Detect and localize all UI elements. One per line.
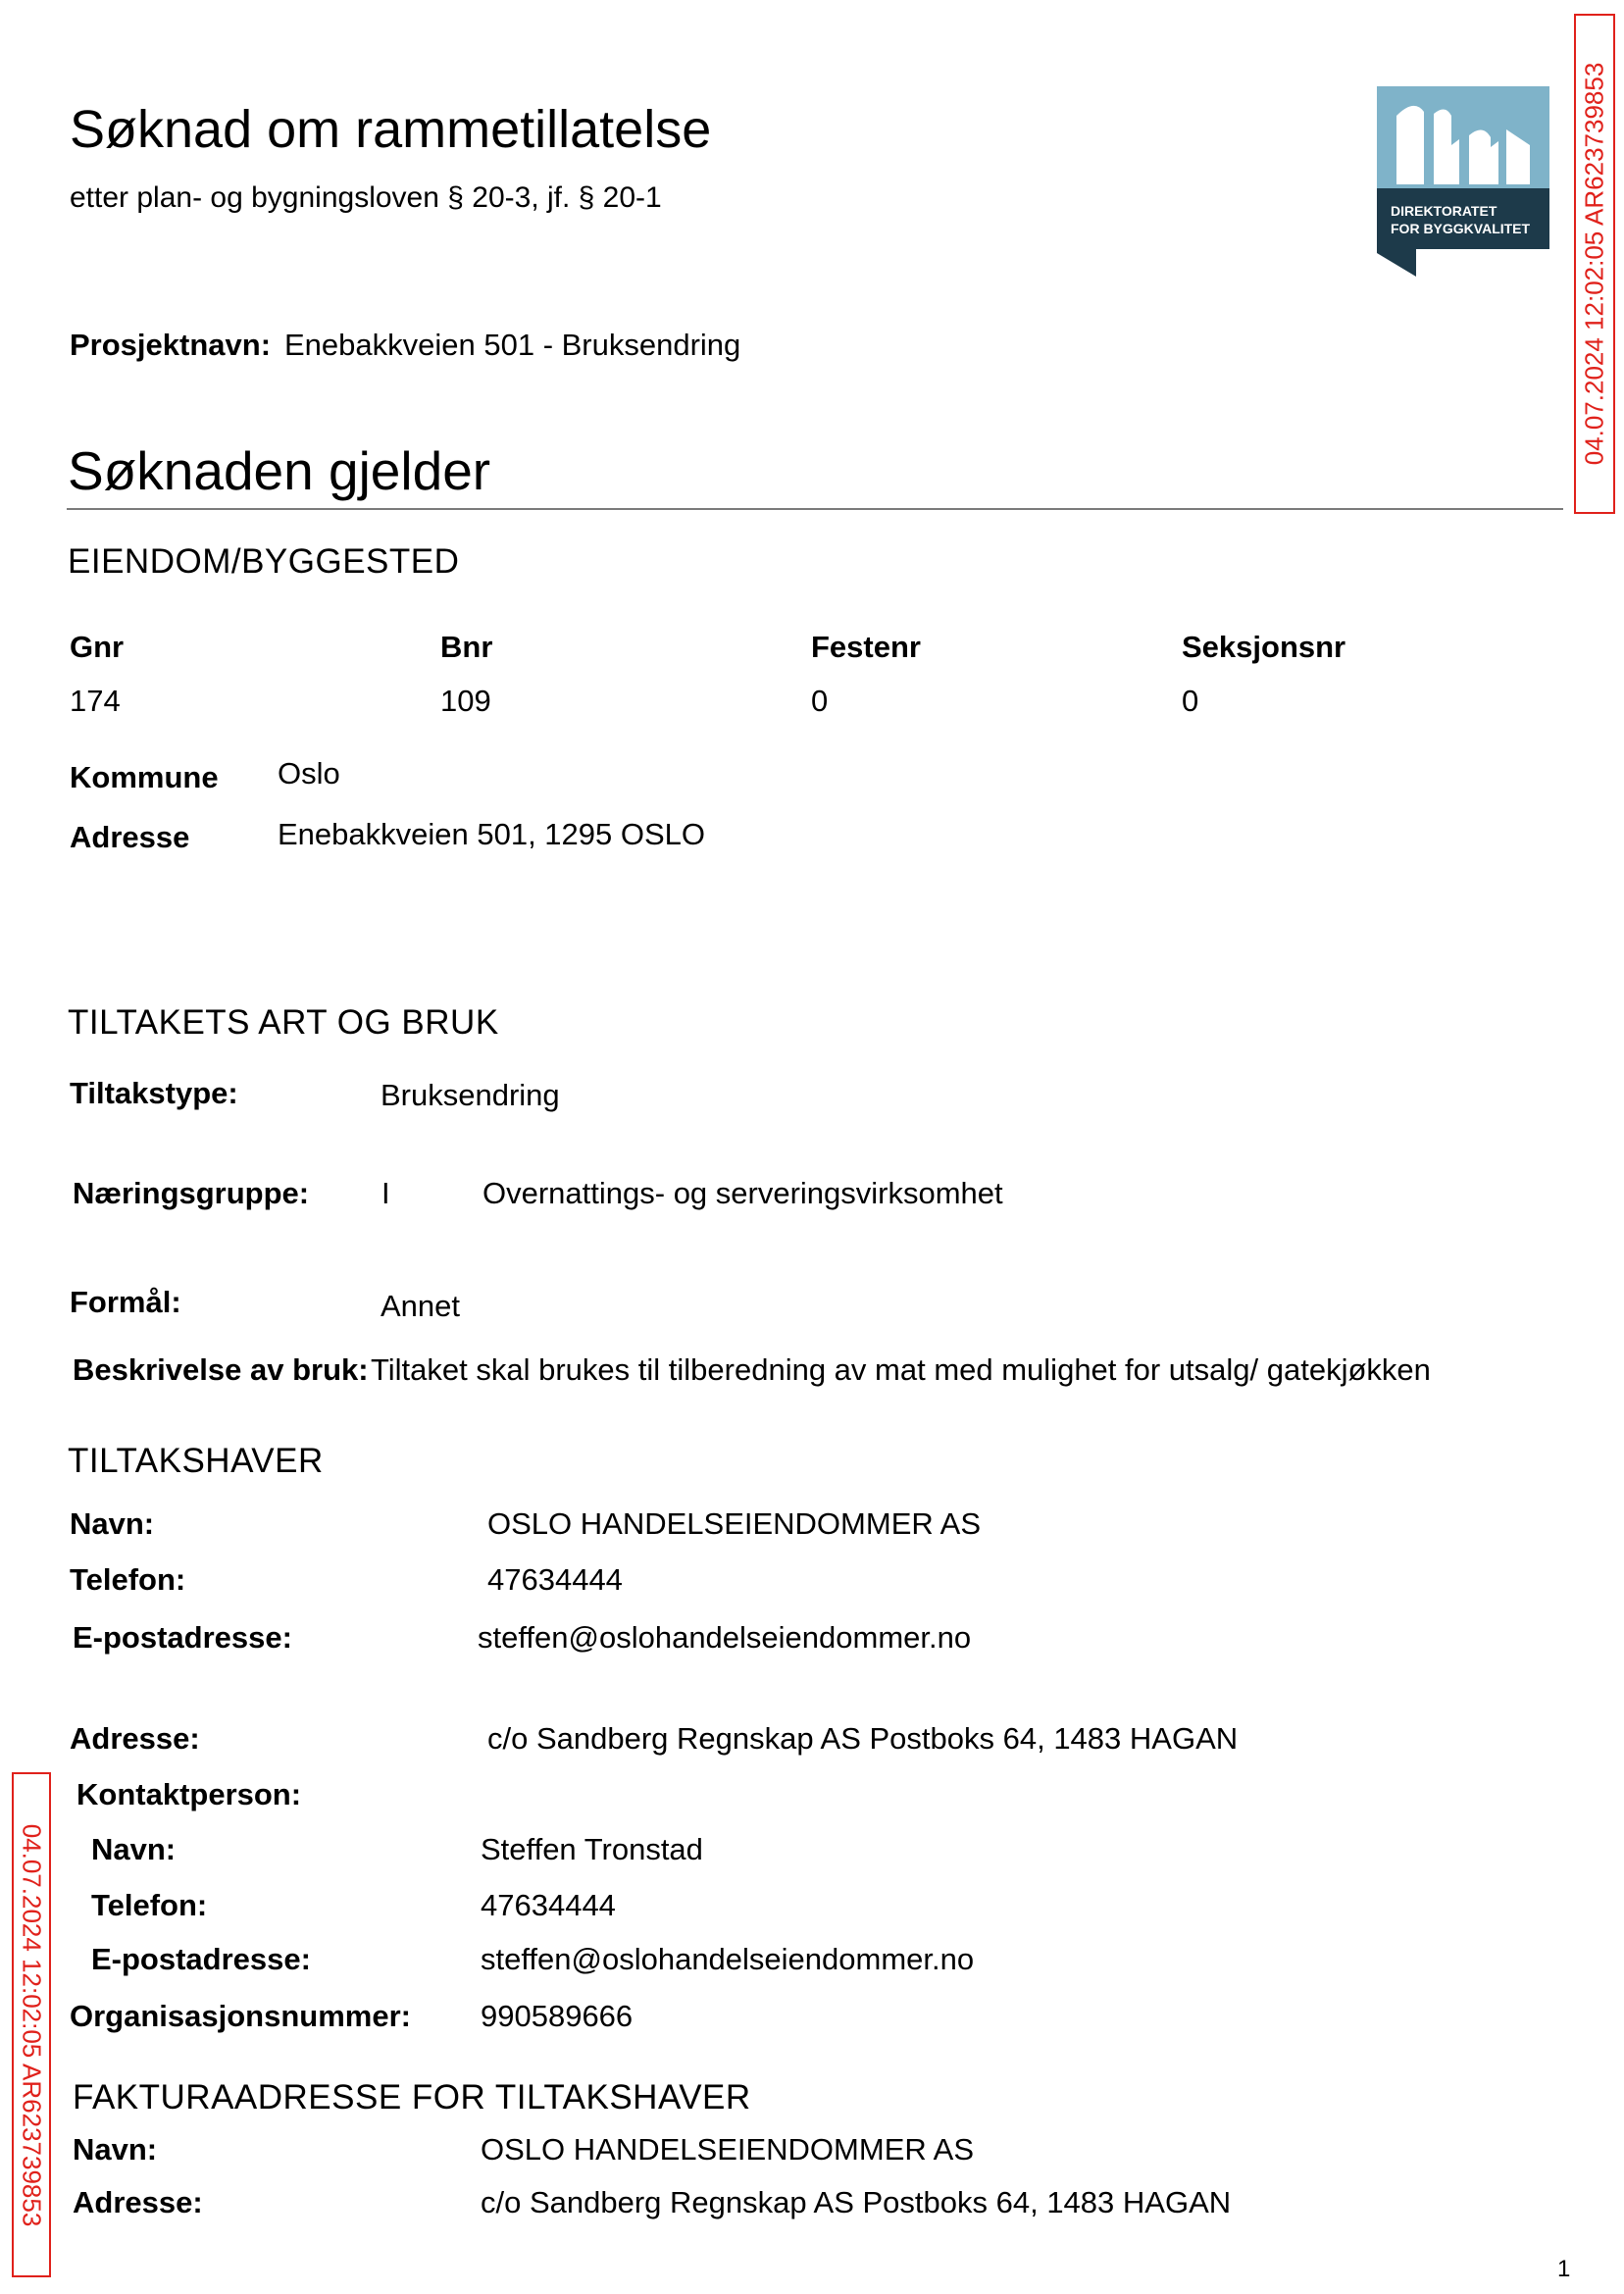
adresse-label: Adresse (70, 820, 190, 854)
tiltakshaver-adresse-label: Adresse: (70, 1721, 200, 1756)
formal-value: Annet (381, 1289, 461, 1323)
kontakt-epost-value: steffen@oslohandelseiendommer.no (481, 1942, 975, 1976)
organisasjonsnummer-label: Organisasjonsnummer: (70, 1999, 411, 2033)
kontakt-telefon-value: 47634444 (481, 1888, 616, 1922)
tiltakshaver-navn-value: OSLO HANDELSEIENDOMMER AS (487, 1506, 982, 1541)
kontaktperson-label: Kontaktperson: (76, 1777, 302, 1811)
archive-stamp-left (12, 1772, 51, 2277)
section-title: Søknaden gjelder (68, 440, 491, 501)
document-subtitle: etter plan- og bygningsloven § 20-3, jf. § 20-1 (70, 181, 662, 214)
tiltakstype-label: Tiltakstype: (70, 1076, 238, 1110)
eiendom-heading: EIENDOM/BYGGESTED (68, 542, 460, 581)
formal-label: Formål: (70, 1285, 181, 1319)
eiendom-col-festenr: Festenr (811, 630, 921, 664)
eiendom-value-bnr: 109 (440, 684, 491, 718)
eiendom-value-seksjonsnr: 0 (1182, 684, 1199, 718)
archive-stamp-right (1574, 14, 1615, 514)
naeringsgruppe-value: Overnattings- og serveringsvirksomhet (482, 1176, 1003, 1210)
archive-stamp-left-text: 04.07.2024 12:02:05 AR623739853 (17, 1823, 47, 2226)
faktura-adresse-value: c/o Sandberg Regnskap AS Postboks 64, 1483 HAGAN (481, 2185, 1232, 2219)
page-number: 1 (1557, 2256, 1571, 2282)
tiltak-heading: TILTAKETS ART OG BRUK (68, 1003, 499, 1042)
project-label: Prosjektnavn: (70, 328, 272, 362)
tiltakshaver-telefon-value: 47634444 (487, 1562, 623, 1597)
faktura-adresse-label: Adresse: (73, 2185, 203, 2219)
tiltakshaver-epost-value: steffen@oslohandelseiendommer.no (478, 1620, 972, 1655)
faktura-navn-label: Navn: (73, 2132, 158, 2167)
logo-text-line1: DIREKTORATET (1391, 203, 1497, 219)
eiendom-col-seksjonsnr: Seksjonsnr (1182, 630, 1346, 664)
tiltakshaver-heading: TILTAKSHAVER (68, 1442, 324, 1480)
kontakt-navn-value: Steffen Tronstad (481, 1832, 703, 1866)
eiendom-value-festenr: 0 (811, 684, 829, 718)
organisasjonsnummer-value: 990589666 (481, 1999, 634, 2033)
beskrivelse-label: Beskrivelse av bruk: (73, 1352, 369, 1387)
tiltakshaver-epost-label: E-postadresse: (73, 1620, 292, 1655)
faktura-navn-value: OSLO HANDELSEIENDOMMER AS (481, 2132, 975, 2167)
eiendom-col-gnr: Gnr (70, 630, 125, 664)
tiltakshaver-telefon-label: Telefon: (70, 1562, 186, 1597)
archive-stamp-right-text: 04.07.2024 12:02:05 AR623739853 (1579, 62, 1609, 466)
kommune-label: Kommune (70, 760, 219, 794)
eiendom-value-gnr: 174 (70, 684, 121, 718)
kontakt-navn-label: Navn: (91, 1832, 177, 1866)
logo-text-line2: FOR BYGGKVALITET (1391, 221, 1531, 236)
naeringsgruppe-label: Næringsgruppe: (73, 1176, 310, 1210)
kommune-value: Oslo (278, 756, 340, 790)
document-title: Søknad om rammetillatelse (70, 100, 712, 159)
tiltakshaver-adresse-value: c/o Sandberg Regnskap AS Postboks 64, 1483 HAGAN (487, 1721, 1239, 1756)
dibk-logo (1377, 86, 1549, 277)
section-divider (67, 508, 1563, 510)
tiltakshaver-navn-label: Navn: (70, 1506, 155, 1541)
kontakt-epost-label: E-postadresse: (91, 1942, 311, 1976)
project-value: Enebakkveien 501 - Bruksendring (284, 328, 741, 362)
naeringsgruppe-code: I (381, 1176, 390, 1210)
beskrivelse-value: Tiltaket skal brukes til tilberedning av mat med mulighet for utsalg/ gatekjøkken (371, 1352, 1431, 1387)
kontakt-telefon-label: Telefon: (91, 1888, 208, 1922)
adresse-value: Enebakkveien 501, 1295 OSLO (278, 817, 706, 851)
eiendom-col-bnr: Bnr (440, 630, 493, 664)
tiltakstype-value: Bruksendring (381, 1078, 560, 1112)
faktura-heading: FAKTURAADRESSE FOR TILTAKSHAVER (73, 2078, 751, 2116)
dibk-logo-graphic (1377, 86, 1549, 277)
